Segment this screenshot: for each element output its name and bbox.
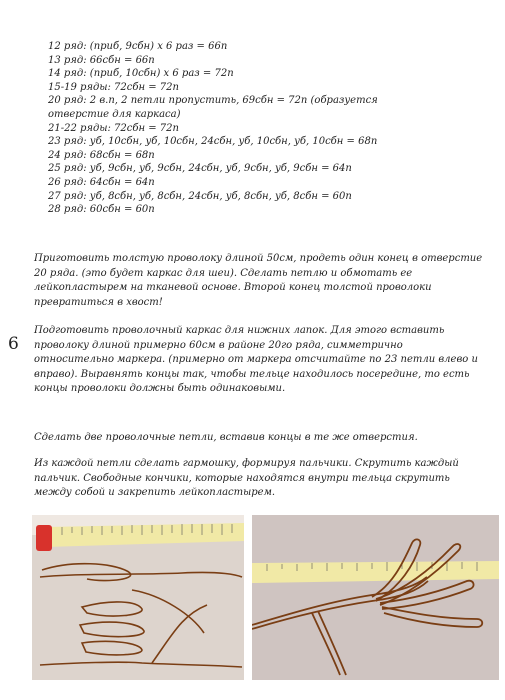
twisted-wire-photo [252, 515, 499, 680]
row-line: 25 ряд: уб, 9сбн, уб, 9сбн, 24сбн, уб, 9сбн, уб, 9сбн = 64п [48, 163, 352, 175]
paragraph-paw-frame: Подготовить проволочный каркас для нижних лапок. Для этого вставить проволоку длиной примерно 60см в районе 20го ряда, симметрично относительно маркера. (примерно от маркера отсчитайте по 23 петли влево и вправо). Выравнять концы так, чтобы тельце находилось посередине, то есть концы проволоки должны быть одинаковыми. [34, 325, 478, 394]
row-line: 27 ряд: уб, 8сбн, уб, 8сбн, 24сбн, уб, 8сбн, уб, 8сбн = 60п [48, 190, 352, 202]
paragraph-wire-loops: Сделать две проволочные петли, вставив концы в те же отверстия. [34, 432, 418, 443]
row-line: 12 ряд: (приб, 9сбн) х 6 раз = 66п [48, 41, 228, 52]
row-line: 24 ряд: 68сбн = 68п [48, 149, 155, 161]
row-line: 20 ряд: 2 в.п, 2 петли пропустить, 69сбн = 72п (образуется [48, 95, 378, 107]
row-line: 13 ряд: 66сбн = 66п [48, 54, 155, 66]
row-line: 15-19 ряды: 72сбн = 72п [48, 81, 179, 93]
page-number: 6 [8, 334, 19, 354]
row-line: 26 ряд: 64сбн = 64п [48, 176, 155, 188]
row-line: 28 ряд: 60сбн = 60п [48, 204, 155, 216]
tape-end-cap [36, 525, 52, 551]
paragraph-neck-frame: Приготовить толстую проволоку длиной 50см, продеть один конец в отверстие 20 ряда. (это будет каркас для шеи). Сделать петлю и обмотать ее лейкопластырем на тканевой основе. Второй конец толстой проволоки превратиться в хвост! [34, 253, 483, 308]
row-line: 21-22 ряды: 72сбн = 72п [48, 122, 179, 134]
crochet-rows [48, 40, 488, 217]
wire-loops-photo [32, 515, 244, 680]
row-line: 23 ряд: уб, 10сбн, уб, 10сбн, 24сбн, уб, 10сбн, уб, 10сбн = 68п [48, 136, 378, 148]
row-line: отверстие для каркаса) [48, 108, 181, 120]
row-line: 14 ряд: (приб, 10сбн) х 6 раз = 72п [48, 68, 234, 80]
paragraph-toes: Из каждой петли сделать гармошку, формируя пальчики. Скрутить каждый пальчик. Свободные кончики, которые находятся внутри тельца скрутить между собой и закрепить лейкопластырем. [34, 458, 459, 498]
